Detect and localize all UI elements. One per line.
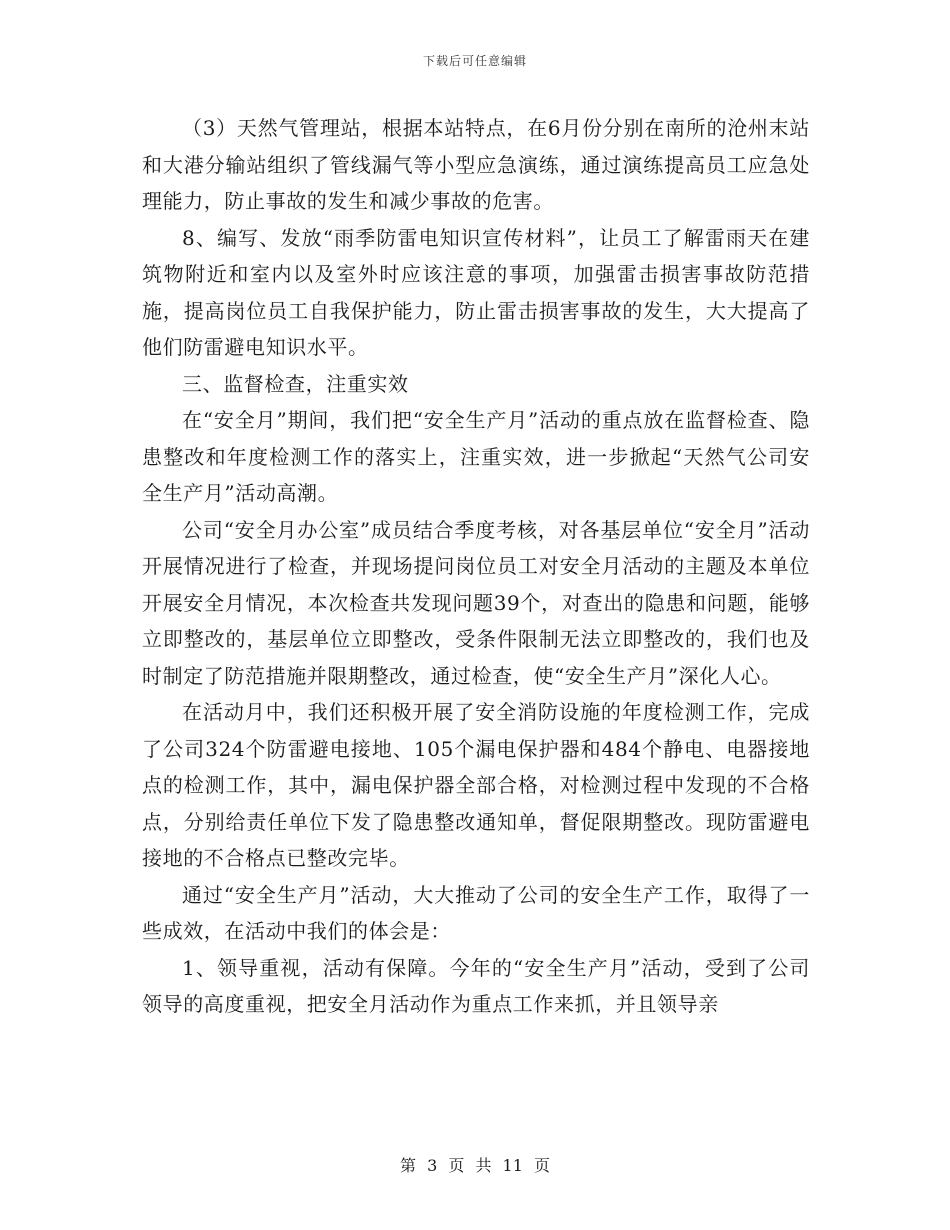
paragraph-drill: （3）天然气管理站，根据本站特点，在6月份分别在南所的沧州末站和大港分输站组织了管线漏气等小型应急演练，通过演练提高员工应急处理能力，防止事故的发生和减少事故的危害。: [142, 116, 810, 213]
page-header-note: 下载后可任意编辑: [422, 54, 527, 68]
paragraph-leadership: 1、领导重视，活动有保障。今年的“安全生产月”活动，受到了公司领导的高度重视，把安全月活动作为重点工作来抓，并且领导亲: [142, 955, 810, 1016]
document-body: [142, 110, 810, 1023]
paragraph-lightning-materials: 8、编写、发放“雨季防雷电知识宣传材料”，让员工了解雷雨天在建筑物附近和室内以及室外时应该注意的事项，加强雷击损害事故防范措施，提高岗位员工自我保护能力，防止雷击损害事故的发生，大大提高了他们防雷避电知识水平。: [142, 225, 810, 359]
paragraph-results: 通过“安全生产月”活动，大大推动了公司的安全生产工作，取得了一些成效，在活动中我们的体会是：: [142, 882, 810, 943]
paragraph-safety-month-focus: 在“安全月”期间，我们把“安全生产月”活动的重点放在监督检查、隐患整改和年度检测工作的落实上，注重实效，进一步掀起“天然气公司安全生产月”活动高潮。: [142, 408, 810, 505]
section-heading-supervision: 三、监督检查，注重实效: [182, 371, 409, 396]
paragraph-inspection: 公司“安全月办公室”成员结合季度考核，对各基层单位“安全月”活动开展情况进行了检查，并现场提问岗位员工对安全月活动的主题及本单位开展安全月情况，本次检查共发现问题39个，对查出的隐患和问题，能够立即整改的，基层单位立即整改，受条件限制无法立即整改的，我们也及时制定了防范措施并限期整改，通过检查，使“安全生产月”深化人心。: [142, 517, 810, 688]
paragraph-annual-testing: 在活动月中，我们还积极开展了安全消防设施的年度检测工作，完成了公司324个防雷避电接地、105个漏电保护器和484个静电、电器接地点的检测工作，其中，漏电保护器全部合格，对检测过程中发现的不合格点，分别给责任单位下发了隐患整改通知单，督促限期整改。现防雷避电接地的不合格点已整改完毕。: [142, 700, 810, 870]
page-number-footer: 第 3 页 共 11 页: [400, 1156, 550, 1175]
